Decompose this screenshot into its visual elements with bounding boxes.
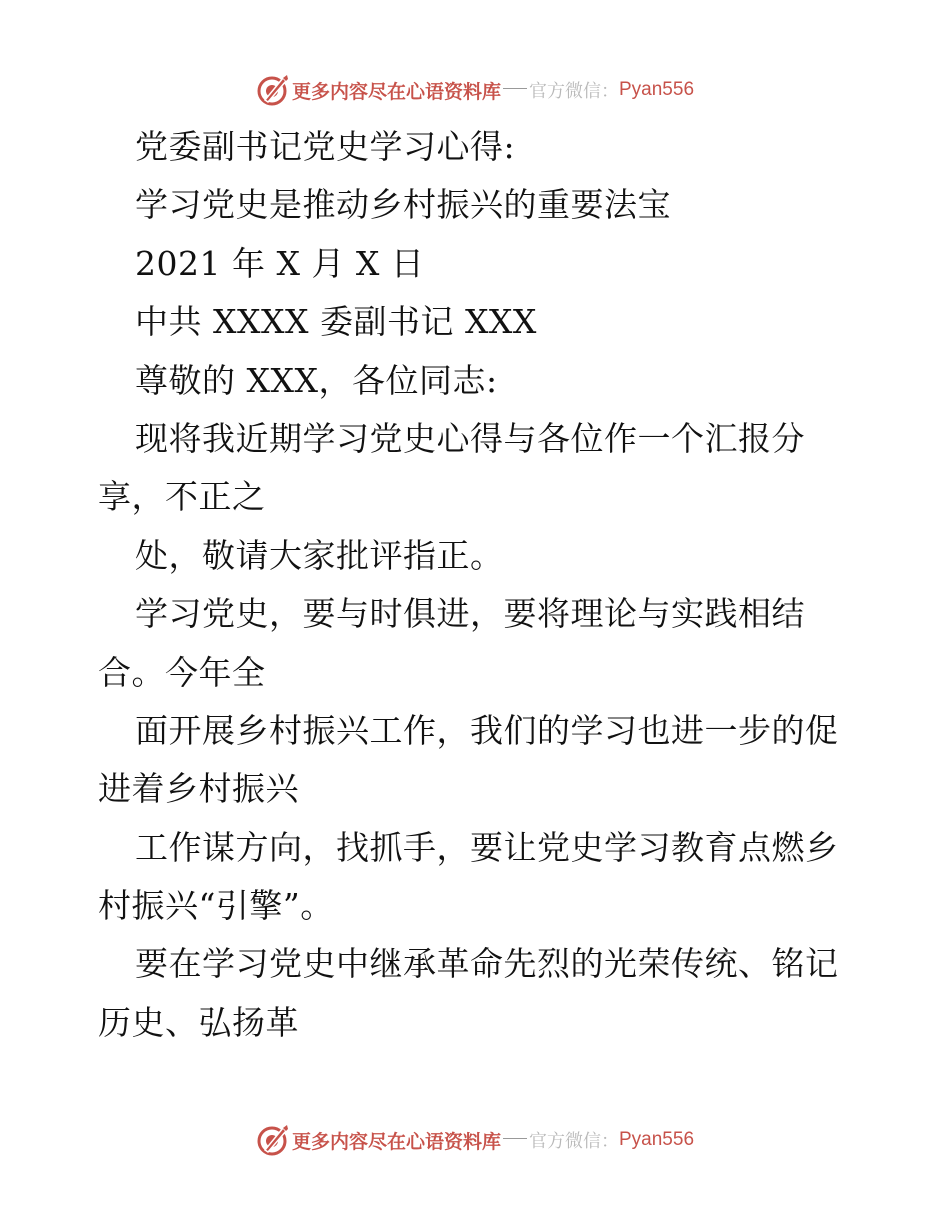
banner-wechat-label: 官方微信：	[529, 81, 619, 102]
doc-line: 进着乡村振兴	[98, 769, 299, 809]
banner-dash	[503, 1138, 527, 1139]
banner-main-text: 更多内容尽在心语资料库	[291, 80, 501, 103]
doc-line: 处，敬请大家批评指正。	[135, 535, 504, 575]
doc-line: 享，不正之	[98, 477, 266, 517]
doc-line: 要在学习党史中继承革命先烈的光荣传统、铭记	[135, 944, 839, 984]
pen-logo-icon	[256, 73, 290, 107]
doc-author: 中共 XXXX 委副书记 XXX	[135, 302, 537, 342]
doc-line: 工作谋方向，找抓手，要让党史学习教育点燃乡	[135, 827, 839, 867]
banner-wechat-id: Pyan556	[619, 79, 695, 100]
doc-date: 2021 年 X 月 X 日	[135, 243, 425, 283]
doc-line: 历史、弘扬革	[98, 1002, 299, 1042]
doc-line: 合。今年全	[98, 652, 266, 692]
doc-subtitle: 学习党史是推动乡村振兴的重要法宝	[135, 185, 671, 225]
banner-dash	[503, 88, 527, 89]
header-banner	[0, 68, 950, 112]
doc-line: 面开展乡村振兴工作，我们的学习也进一步的促	[135, 710, 839, 750]
banner-main-text: 更多内容尽在心语资料库	[291, 1130, 501, 1153]
doc-line: 现将我近期学习党史心得与各位作一个汇报分	[135, 418, 805, 458]
banner-wechat-label: 官方微信：	[529, 1131, 619, 1152]
footer-banner	[0, 1118, 950, 1162]
doc-line: 村振兴“引擎”。	[98, 886, 334, 926]
doc-line: 学习党史，要与时俱进，要将理论与实践相结	[135, 594, 805, 634]
document-body	[98, 118, 868, 1052]
doc-salutation: 尊敬的 XXX，各位同志:	[135, 360, 498, 400]
doc-title: 党委副书记党史学习心得:	[135, 127, 516, 166]
banner-wechat-id: Pyan556	[619, 1129, 695, 1150]
pen-logo-icon	[256, 1123, 290, 1157]
